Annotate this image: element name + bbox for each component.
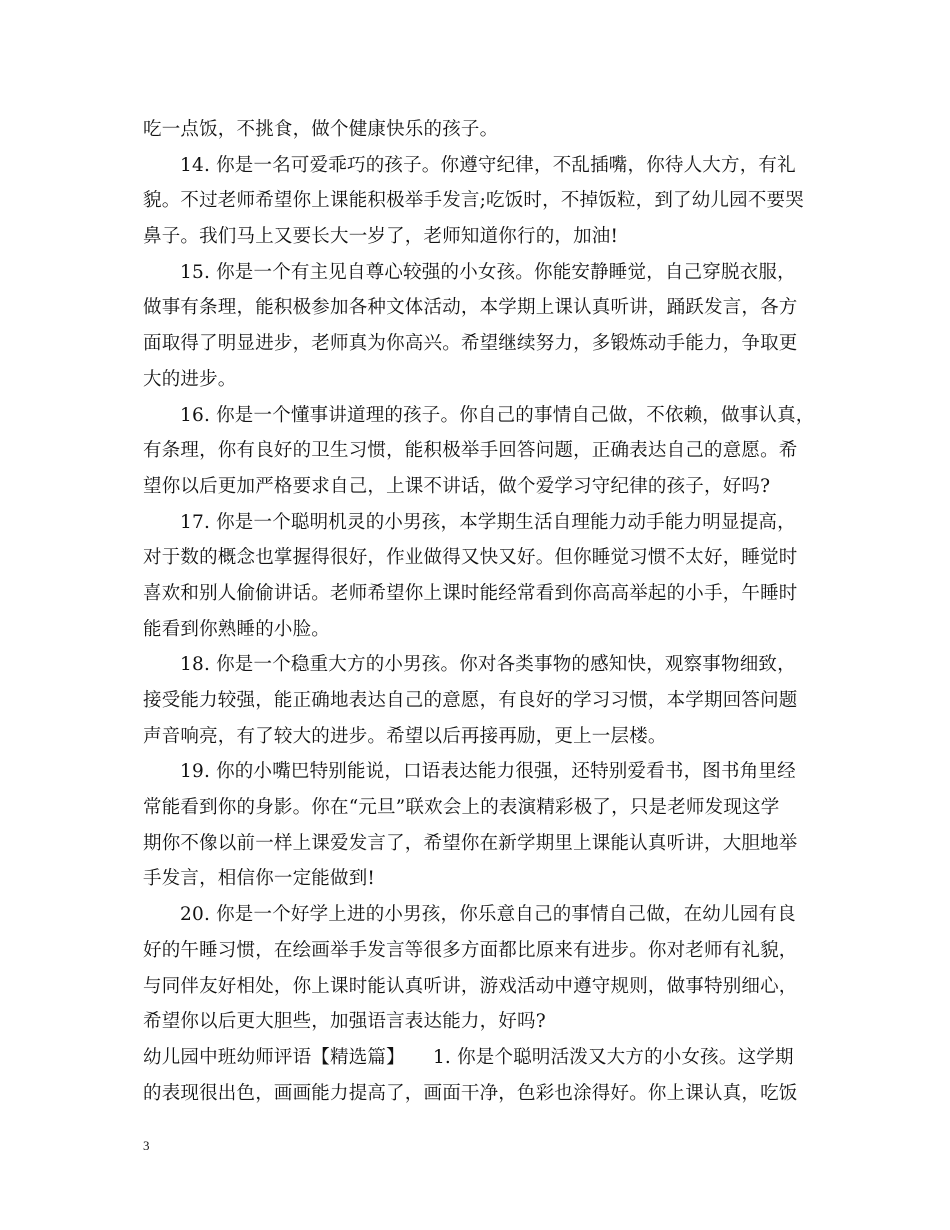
text-line: 希望你以后更大胆些，加强语言表达能力，好吗? [143, 1011, 546, 1033]
text-line: 期你不像以前一样上课爱发言了，希望你在新学期里上课能认真听讲，大胆地举 [143, 832, 798, 854]
text-line: 的表现很出色，画画能力提高了，画面干净，色彩也涂得好。你上课认真，吃饭 [143, 1082, 798, 1104]
text-line: 大的进步。 [143, 368, 237, 390]
text-line: 喜欢和别人偷偷讲话。老师希望你上课时能经常看到你高高举起的小手，午睡时 [143, 582, 798, 604]
text-line: 19. 你的小嘴巴特别能说，口语表达能力很强，还特别爱看书，图书角里经 [180, 761, 796, 783]
text-line: 面取得了明显进步，老师真为你高兴。希望继续努力，多锻炼动手能力，争取更 [143, 333, 798, 355]
text-line: 16. 你是一个懂事讲道理的孩子。你自己的事情自己做，不依赖，做事认真， [180, 404, 815, 426]
text-line: 做事有条理，能积极参加各种文体活动，本学期上课认真听讲，踊跃发言，各方 [143, 297, 798, 319]
text-line: 貌。不过老师希望你上课能积极举手发言;吃饭时，不掉饭粒，到了幼儿园不要哭 [143, 190, 804, 212]
text-line: 常能看到你的身影。你在“元旦”联欢会上的表演精彩极了，只是老师发现这学 [143, 797, 780, 819]
text-line: 鼻子。我们马上又要长大一岁了，老师知道你行的，加油! [143, 226, 619, 248]
text-line: 对于数的概念也掌握得很好，作业做得又快又好。但你睡觉习惯不太好，睡觉时 [143, 547, 798, 569]
text-line: 吃一点饭，不挑食，做个健康快乐的孩子。 [143, 119, 499, 140]
text-line: 17. 你是一个聪明机灵的小男孩，本学期生活自理能力动手能力明显提高， [180, 511, 796, 533]
text-line: 15. 你是一个有主见自尊心较强的小女孩。你能安静睡觉，自己穿脱衣服， [180, 261, 796, 283]
text-line: 与同伴友好相处，你上课时能认真听讲，游戏活动中遵守规则，做事特别细心， [143, 975, 798, 997]
text-line: 20. 你是一个好学上进的小男孩，你乐意自己的事情自己做，在幼儿园有良 [180, 904, 796, 926]
text-line: 幼儿园中班幼师评语【精选篇】 1. 你是个聪明活泼又大方的小女孩。这学期 [143, 1046, 794, 1068]
text-line: 手发言，相信你一定能做到! [143, 868, 376, 890]
text-line: 有条理，你有良好的卫生习惯，能积极举手回答问题，正确表达自己的意愿。希 [143, 440, 798, 462]
text-line: 14. 你是一名可爱乖巧的孩子。你遵守纪律，不乱插嘴，你待人大方，有礼 [180, 154, 796, 176]
text-line: 好的午睡习惯，在绘画举手发言等很多方面都比原来有进步。你对老师有礼貌， [143, 939, 798, 961]
text-line: 望你以后更加严格要求自己，上课不讲话，做个爱学习守纪律的孩子，好吗? [143, 475, 771, 497]
text-line: 能看到你熟睡的小脸。 [143, 618, 331, 640]
text-line: 声音响亮，有了较大的进步。希望以后再接再励，更上一层楼。 [143, 725, 667, 747]
page-number: 3 [143, 1138, 150, 1153]
text-line: 18. 你是一个稳重大方的小男孩。你对各类事物的感知快，观察事物细致， [180, 654, 796, 676]
document-body [143, 112, 813, 1111]
text-line: 接受能力较强，能正确地表达自己的意愿，有良好的学习习惯，本学期回答问题 [143, 690, 798, 711]
